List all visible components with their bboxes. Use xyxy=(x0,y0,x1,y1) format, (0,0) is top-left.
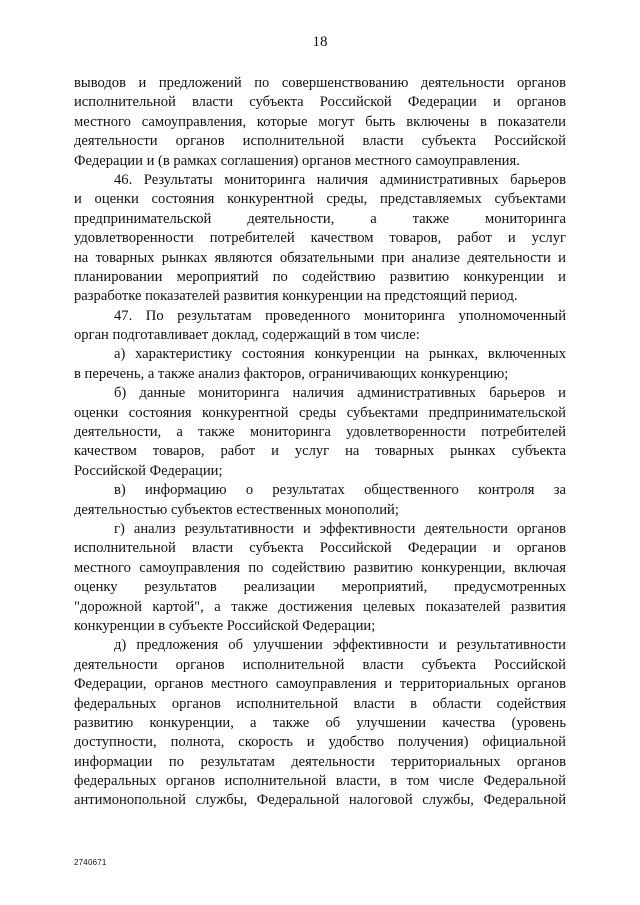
text-line: деятельности органов исполнительной власти субъекта Российской xyxy=(74,656,566,673)
text-line: Федерации, органов местного самоуправления и территориальных органов xyxy=(74,676,566,693)
page-number: 18 xyxy=(312,34,328,50)
text-line: Российской Федерации; xyxy=(74,462,223,479)
text-line: б) данные мониторинга наличия административных барьеров и xyxy=(114,385,566,402)
text-line: и оценки состояния конкурентной среды, представляемых субъектами xyxy=(74,191,566,208)
text-line: на товарных рынках являются обязательными при анализе деятельности и xyxy=(74,249,566,266)
text-line: деятельностью субъектов естественных монополий; xyxy=(74,501,399,518)
text-line: д) предложения об улучшении эффективности и результативности xyxy=(114,637,566,654)
text-line: выводов и предложений по совершенствованию деятельности органов xyxy=(74,75,566,91)
text-line: а) характеристику состояния конкуренции на рынках, включенных xyxy=(114,346,566,363)
text-line: доступности, полнота, скорость и удобство получения) официальной xyxy=(74,734,566,751)
text-line: деятельности, а также мониторинга удовлетворенности потребителей xyxy=(74,424,566,441)
document-body xyxy=(74,74,566,811)
text-line: конкуренции в субъекте Российской Федерации; xyxy=(74,617,376,634)
text-line: в) информацию о результатах общественного контроля за xyxy=(114,482,566,499)
text-line: деятельности органов исполнительной власти субъекта Российской xyxy=(74,133,566,150)
text-line: исполнительной власти субъекта Российской Федерации и органов xyxy=(74,540,566,557)
text-line: развитию конкуренции, а также об улучшении качества (уровень xyxy=(74,714,566,731)
text-line: разработке показателей развития конкуренции на предстоящий период. xyxy=(74,288,518,305)
text-line: планировании мероприятий по содействию развитию конкуренции и xyxy=(74,268,566,285)
text-line: антимонопольной службы, Федеральной налоговой службы, Федеральной xyxy=(74,792,566,809)
text-line: информации по результатам деятельности территориальных органов xyxy=(74,753,566,770)
text-line: местного самоуправления по содействию развитию конкуренции, включая xyxy=(74,559,566,576)
text-line: качеством товаров, работ и услуг на товарных рынках субъекта xyxy=(74,443,566,460)
document-code: 2740671 xyxy=(74,858,107,867)
text-line: оценки состояния конкурентной среды субъектами предпринимательской xyxy=(74,404,566,421)
text-line: 47. По результатам проведенного мониторинга уполномоченный xyxy=(114,307,566,324)
text-line: в перечень, а также анализ факторов, ограничивающих конкуренцию; xyxy=(74,365,509,382)
text-line: федеральных органов исполнительной власти, в том числе Федеральной xyxy=(74,773,566,790)
text-line: местного самоуправления, которые могут быть включены в показатели xyxy=(74,113,566,130)
text-line: предпринимательской деятельности, а также мониторинга xyxy=(74,210,566,227)
text-line: орган подготавливает доклад, содержащий в том числе: xyxy=(74,327,420,344)
text-line: г) анализ результативности и эффективности деятельности органов xyxy=(114,520,566,537)
text-line: оценку результатов реализации мероприятий, предусмотренных xyxy=(74,579,566,596)
text-line: Федерации и (в рамках соглашения) органов местного самоуправления. xyxy=(74,152,520,169)
text-line: федеральных органов исполнительной власти в области содействия xyxy=(74,695,566,712)
text-line: "дорожной картой", а также достижения целевых показателей развития xyxy=(74,598,566,615)
text-line: удовлетворенности потребителей качеством товаров, работ и услуг xyxy=(74,230,566,247)
text-line: 46. Результаты мониторинга наличия административных барьеров xyxy=(114,171,566,188)
text-line: исполнительной власти субъекта Российской Федерации и органов xyxy=(74,94,566,111)
